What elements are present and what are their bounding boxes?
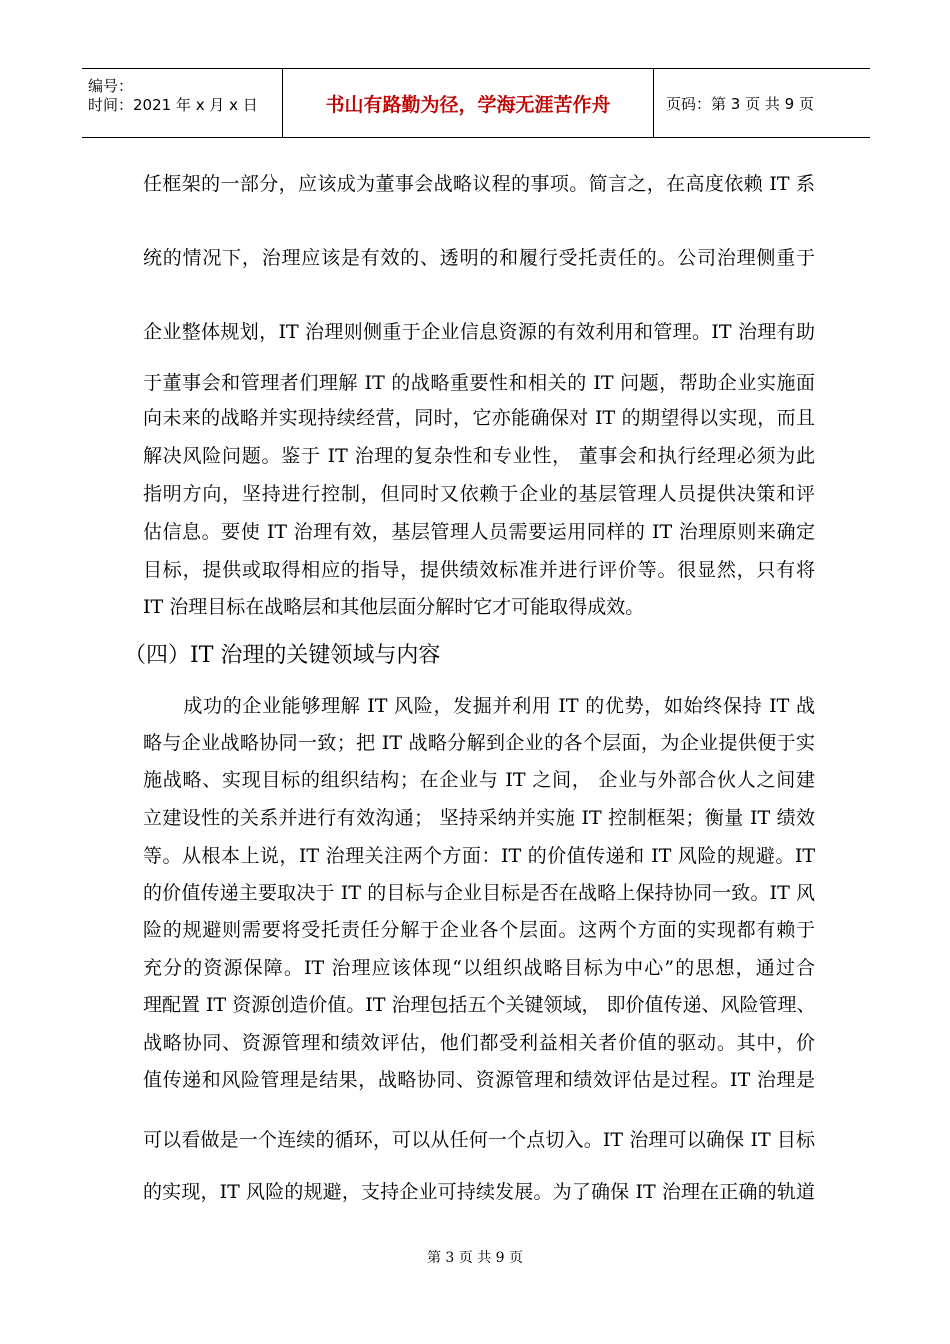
paragraph-line: 立建设性的关系并进行有效沟通； 坚持采纳并实施 IT 控制框架；衡量 IT 绩效	[143, 807, 815, 829]
paragraph-line: 任框架的一部分，应该成为董事会战略议程的事项。简言之，在高度依赖 IT 系	[143, 173, 815, 195]
paragraph-line: IT 治理目标在战略层和其他层面分解时它才可能取得成效。	[143, 596, 645, 618]
paragraph-line: 的价值传递主要取决于 IT 的目标与企业目标是否在战略上保持协同一致。IT 风	[143, 882, 815, 904]
paragraph-line: 指明方向，坚持进行控制，但同时又依赖于企业的基层管理人员提供决策和评	[143, 483, 815, 505]
paragraph-line: 成功的企业能够理解 IT 风险，发掘并利用 IT 的优势，如始终保持 IT 战	[143, 695, 815, 717]
document-date-label: 时间：2021 年 x 月 x 日	[88, 96, 258, 114]
paragraph-line: 可以看做是一个连续的循环，可以从任何一个点切入。IT 治理可以确保 IT 目标	[143, 1129, 815, 1151]
paragraph-line: 向未来的战略并实现持续经营，同时，它亦能确保对 IT 的期望得以实现，而且	[143, 407, 815, 429]
header-page-info: 页码：第 3 页 共 9 页	[666, 94, 814, 113]
page-footer: 第 3 页 共 9 页	[426, 1250, 524, 1266]
paragraph-line: 险的规避则需要将受托责任分解于企业各个层面。这两个方面的实现都有赖于	[143, 919, 815, 941]
paragraph-line: 企业整体规划，IT 治理则侧重于企业信息资源的有效利用和管理。IT 治理有助	[143, 321, 815, 343]
section-heading: （四）IT 治理的关键领域与内容	[124, 643, 441, 668]
header-motto-cell	[283, 69, 654, 137]
paragraph-line: 值传递和风险管理是结果，战略协同、资源管理和绩效评估是过程。IT 治理是	[143, 1069, 815, 1091]
paragraph-line: 统的情况下，治理应该是有效的、透明的和履行受托责任的。公司治理侧重于	[143, 247, 815, 269]
paragraph-line: 略与企业战略协同一致；把 IT 战略分解到企业的各个层面，为企业提供便于实	[143, 732, 815, 754]
paragraph-line: 施战略、实现目标的组织结构；在企业与 IT 之间， 企业与外部合伙人之间建	[143, 769, 815, 791]
paragraph-line: 等。从根本上说，IT 治理关注两个方面：IT 的价值传递和 IT 风险的规避。IT	[143, 845, 815, 867]
paragraph-line: 充分的资源保障。IT 治理应该体现“以组织战略目标为中心”的思想，通过合	[143, 957, 815, 979]
paragraph-line: 战略协同、资源管理和绩效评估，他们都受利益相关者价值的驱动。其中，价	[143, 1032, 815, 1054]
paragraph-line: 的实现，IT 风险的规避，支持企业可持续发展。为了确保 IT 治理在正确的轨道	[143, 1181, 815, 1203]
paragraph-line: 解决风险问题。鉴于 IT 治理的复杂性和专业性， 董事会和执行经理必须为此	[143, 445, 815, 467]
document-number-label: 编号：	[88, 77, 134, 95]
paragraph-line: 估信息。要使 IT 治理有效，基层管理人员需要运用同样的 IT 治理原则来确定	[143, 521, 815, 543]
document-header	[82, 68, 870, 138]
header-motto: 书山有路勤为径，学海无涯苦作舟	[325, 93, 611, 116]
paragraph-line: 目标，提供或取得相应的指导，提供绩效标准并进行评价等。很显然，只有将	[143, 559, 815, 581]
paragraph-line: 理配置 IT 资源创造价值。IT 治理包括五个关键领域， 即价值传递、风险管理、	[143, 994, 816, 1016]
header-meta-cell	[82, 69, 283, 137]
paragraph-line: 于董事会和管理者们理解 IT 的战略重要性和相关的 IT 问题，帮助企业实施面	[143, 372, 815, 394]
header-page-cell	[654, 69, 870, 137]
